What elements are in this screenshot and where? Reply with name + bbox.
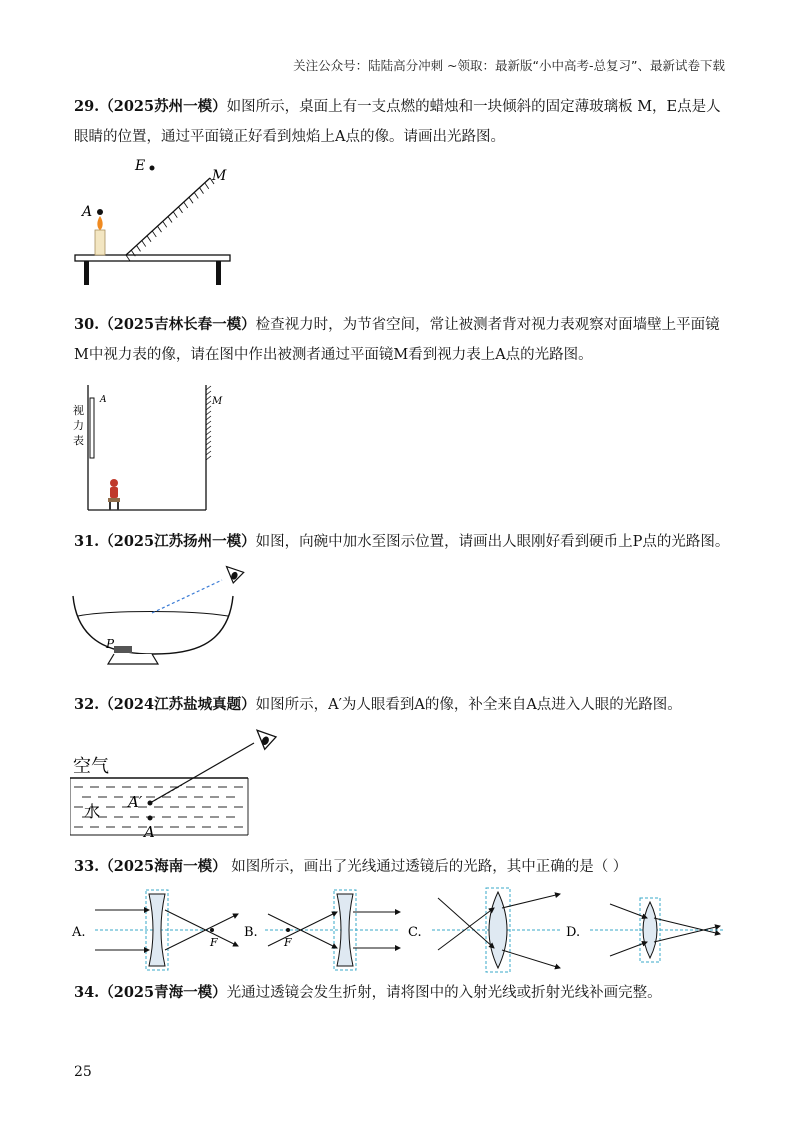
question-number: 32. — [74, 696, 100, 713]
option-b-label: B. — [244, 925, 258, 940]
bowl-coin-figure — [70, 558, 260, 670]
label-a: A — [144, 823, 155, 840]
eye-icon — [221, 565, 243, 585]
bowl-base — [108, 654, 158, 664]
question-31 — [74, 527, 734, 557]
option-d-label: D. — [566, 925, 581, 940]
label-a-prime: A′ — [128, 793, 143, 811]
question-source: （2025吉林长春一模） — [99, 316, 256, 333]
eye-test-figure — [70, 380, 230, 515]
page-number: 25 — [74, 1064, 92, 1080]
eye-point-dot — [150, 166, 155, 171]
option-c-label: C. — [408, 925, 422, 940]
object-point-dot — [148, 816, 153, 821]
label-a: A — [82, 204, 93, 220]
label-a: A — [100, 395, 107, 405]
question-text: 如图，向碗中加水至图示位置，请画出人眼刚好看到硬币上P点的光路图。 — [255, 534, 730, 550]
coin — [114, 646, 132, 653]
lens-options-figure — [70, 884, 730, 974]
bowl — [73, 596, 233, 654]
label-m: M — [212, 396, 223, 407]
option-a-label: A. — [72, 925, 86, 940]
label-water: 水 — [84, 802, 101, 821]
question-number: 30. — [74, 316, 100, 333]
page-header: 关注公众号：陆陆高分冲刺 ~领取：最新版“小中高考-总复习”、最新试卷下载 — [293, 58, 725, 73]
seated-person-icon — [108, 479, 120, 510]
question-number: 29. — [74, 98, 100, 115]
mirror-hatch — [206, 386, 211, 460]
eye-chart-board — [90, 398, 94, 458]
question-source: （2025青海一模） — [99, 984, 227, 1001]
label-chart: 视力表 — [73, 404, 84, 447]
eye-icon — [251, 728, 276, 751]
point-a-dot — [97, 209, 103, 215]
refracted-ray — [150, 743, 254, 803]
question-text: 如图所示，桌面上有一支点燃的蜡烛和一块倾斜的固定薄玻璃板 M，E点是人眼睛的位置，通过平面镜正好看到烛焰上A点的像。请画出光路图。 — [74, 99, 721, 145]
question-34 — [74, 978, 734, 1008]
candle-mirror-figure — [70, 150, 240, 290]
label-e: E — [135, 158, 146, 174]
air-water-figure — [70, 725, 280, 840]
question-number: 31. — [74, 533, 100, 550]
question-number: 33. — [74, 858, 100, 875]
mirror-m — [126, 178, 214, 261]
focus-label: F — [284, 936, 292, 949]
question-text: 如图所示，A′为人眼看到A的像，补全来自A点进入人眼的光路图。 — [255, 697, 682, 713]
focus-label: F — [210, 936, 218, 949]
question-text: 光通过透镜会发生折射，请将图中的入射光线或折射光线补画完整。 — [226, 985, 662, 1001]
question-33 — [74, 852, 734, 882]
label-p: P — [106, 637, 115, 651]
label-air: 空气 — [73, 756, 109, 777]
question-source: （2025苏州一模） — [99, 98, 227, 115]
question-source: （2024江苏盐城真题） — [99, 696, 256, 713]
question-text: 如图所示，画出了光线通过透镜后的光路，其中正确的是（ ） — [226, 859, 628, 875]
question-source: （2025海南一模） — [99, 858, 227, 875]
question-number: 34. — [74, 984, 100, 1001]
question-text: 检查视力时，为节省空间，常让被测者背对视力表观察对面墙壁上平面镜M中视力表的像，请在图中作出被测者通过平面镜M看到视力表上A点的光路图。 — [74, 317, 720, 363]
question-30 — [74, 310, 734, 370]
question-29 — [74, 92, 734, 152]
label-m: M — [212, 168, 227, 184]
question-32 — [74, 690, 734, 720]
question-source: （2025江苏扬州一模） — [99, 533, 256, 550]
sight-line — [152, 580, 222, 613]
